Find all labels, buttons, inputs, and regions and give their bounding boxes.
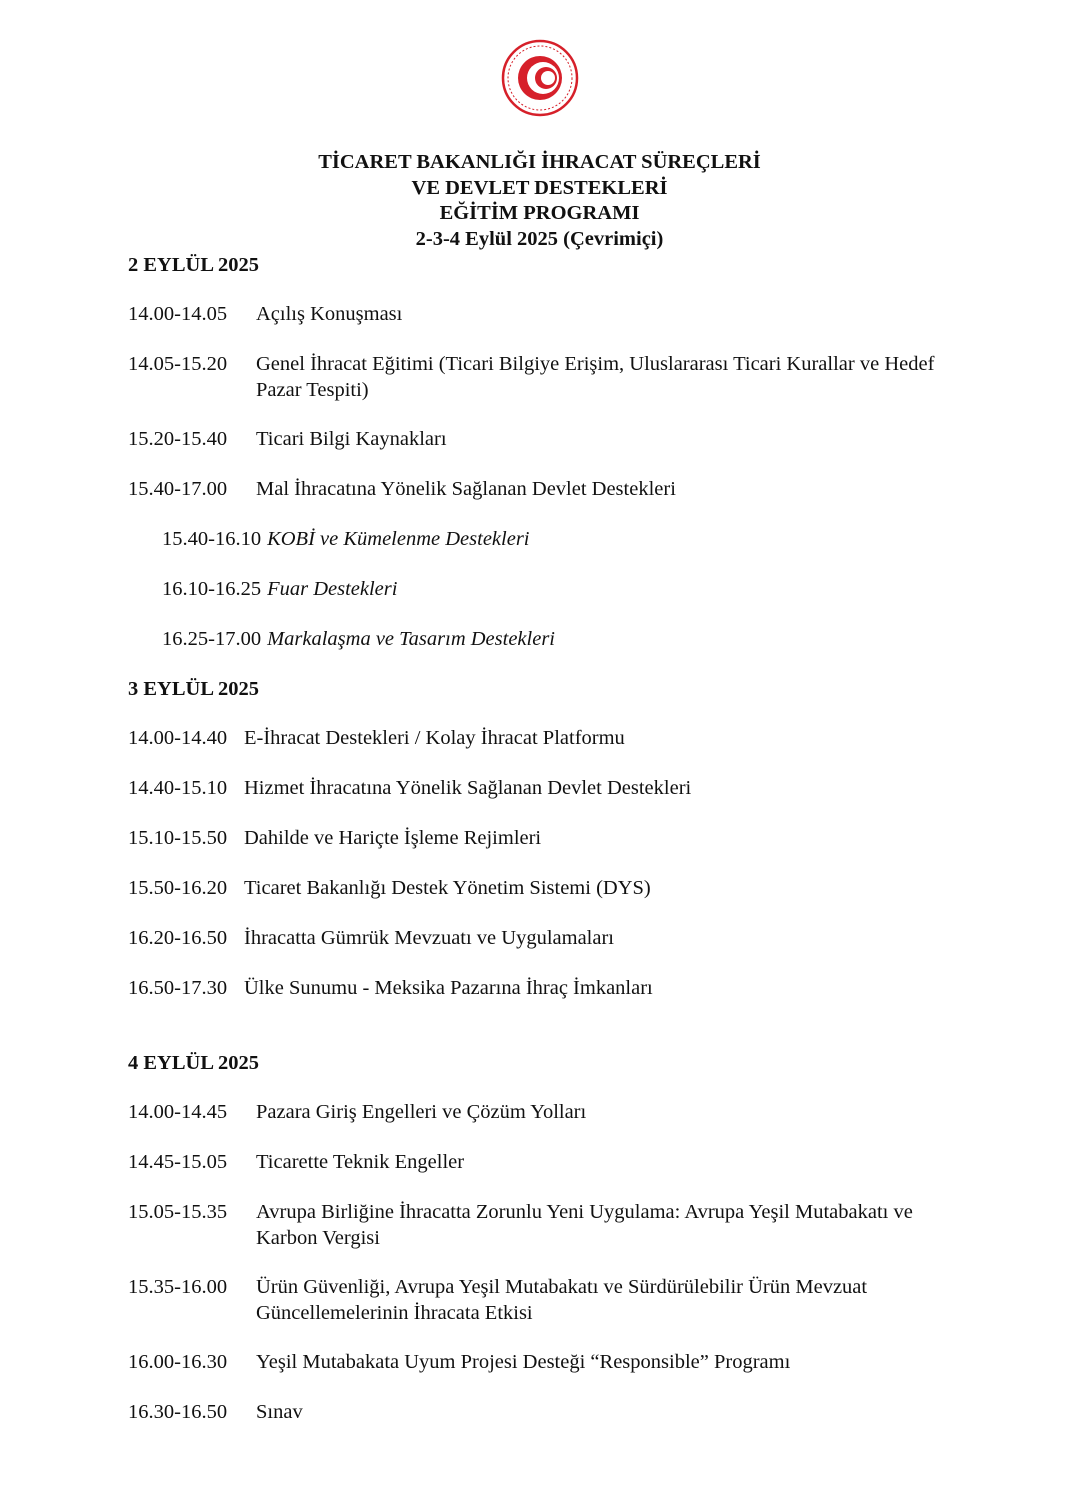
session-row	[128, 1275, 946, 1326]
session-title: Dahilde ve Hariçte İşleme Rejimleri	[244, 827, 542, 849]
session-time: 15.35-16.00	[128, 1276, 228, 1298]
sub-session-row	[162, 577, 397, 603]
session-row	[128, 352, 946, 403]
session-title: Markalaşma ve Tasarım Destekleri	[267, 628, 555, 650]
session-title: Genel İhracat Eğitimi (Ticari Bilgiye Erişim, Uluslararası Ticari Kurallar ve Hedef Pazar Tespiti)	[256, 353, 935, 401]
session-row	[128, 427, 946, 453]
ministry-seal-icon	[500, 38, 580, 118]
day-heading: 2 EYLÜL 2025	[128, 254, 259, 276]
session-row	[128, 477, 946, 503]
title-dates: 2-3-4 Eylül 2025 (Çevrimiçi)	[415, 227, 664, 250]
session-row	[128, 1150, 946, 1176]
session-time: 15.40-16.10	[162, 528, 262, 550]
session-title: Avrupa Birliğine İhracatta Zorunlu Yeni Uygulama: Avrupa Yeşil Mutabakatı ve Karbon Vergisi	[256, 1201, 913, 1249]
session-title: E-İhracat Destekleri / Kolay İhracat Platformu	[244, 727, 625, 749]
session-time: 16.10-16.25	[162, 578, 262, 600]
session-time: 15.50-16.20	[128, 877, 228, 899]
session-time: 16.20-16.50	[128, 927, 228, 949]
session-row	[128, 1200, 946, 1251]
session-time: 16.50-17.30	[128, 977, 228, 999]
session-title: Mal İhracatına Yönelik Sağlanan Devlet Destekleri	[256, 478, 676, 500]
session-time: 16.00-16.30	[128, 1351, 228, 1373]
session-time: 14.40-15.10	[128, 777, 228, 799]
title-line: EĞİTİM PROGRAMI	[439, 202, 640, 224]
session-time: 14.00-14.45	[128, 1101, 228, 1123]
session-row	[128, 926, 934, 952]
day-heading: 4 EYLÜL 2025	[128, 1052, 259, 1074]
session-time: 14.05-15.20	[128, 353, 228, 375]
session-time: 15.20-15.40	[128, 428, 228, 450]
session-title: İhracatta Gümrük Mevzuatı ve Uygulamaları	[244, 927, 614, 949]
session-title: Fuar Destekleri	[267, 578, 398, 600]
session-time: 15.40-17.00	[128, 478, 228, 500]
session-title: Açılış Konuşması	[256, 303, 403, 325]
session-title: Yeşil Mutabakata Uyum Projesi Desteği “Responsible” Programı	[256, 1351, 791, 1373]
session-time: 16.30-16.50	[128, 1401, 228, 1423]
title-line: VE DEVLET DESTEKLERİ	[411, 176, 668, 199]
session-title: Ürün Güvenliği, Avrupa Yeşil Mutabakatı ve Sürdürülebilir Ürün Mevzuat Güncellemelerinin İhracata Etkisi	[256, 1276, 868, 1324]
session-time: 15.10-15.50	[128, 827, 228, 849]
session-title: KOBİ ve Kümelenme Destekleri	[267, 528, 530, 550]
day-heading: 3 EYLÜL 2025	[128, 678, 259, 700]
session-row	[128, 776, 934, 802]
session-title: Sınav	[256, 1401, 303, 1423]
session-row	[128, 826, 934, 852]
session-title: Hizmet İhracatına Yönelik Sağlanan Devlet Destekleri	[244, 777, 692, 799]
title-line: TİCARET BAKANLIĞI İHRACAT SÜREÇLERİ	[318, 151, 761, 173]
session-row	[128, 1100, 946, 1126]
session-title: Pazara Giriş Engelleri ve Çözüm Yolları	[256, 1101, 587, 1123]
session-row	[128, 1400, 946, 1426]
session-title: Ticari Bilgi Kaynakları	[256, 428, 447, 450]
session-title: Ticarette Teknik Engeller	[256, 1151, 465, 1173]
session-row	[128, 876, 934, 902]
sub-session-row	[162, 627, 555, 653]
program-title	[0, 150, 1079, 252]
session-title: Ülke Sunumu - Meksika Pazarına İhraç İmkanları	[244, 977, 653, 999]
session-title: Ticaret Bakanlığı Destek Yönetim Sistemi (DYS)	[244, 877, 651, 899]
session-time: 14.00-14.05	[128, 303, 228, 325]
session-time: 14.45-15.05	[128, 1151, 228, 1173]
sub-session-row	[162, 527, 530, 553]
session-row	[128, 1350, 946, 1376]
session-time: 16.25-17.00	[162, 628, 262, 650]
session-time: 15.05-15.35	[128, 1201, 228, 1223]
session-row	[128, 976, 934, 1002]
session-time: 14.00-14.40	[128, 727, 228, 749]
session-row	[128, 302, 946, 328]
session-row	[128, 726, 934, 752]
